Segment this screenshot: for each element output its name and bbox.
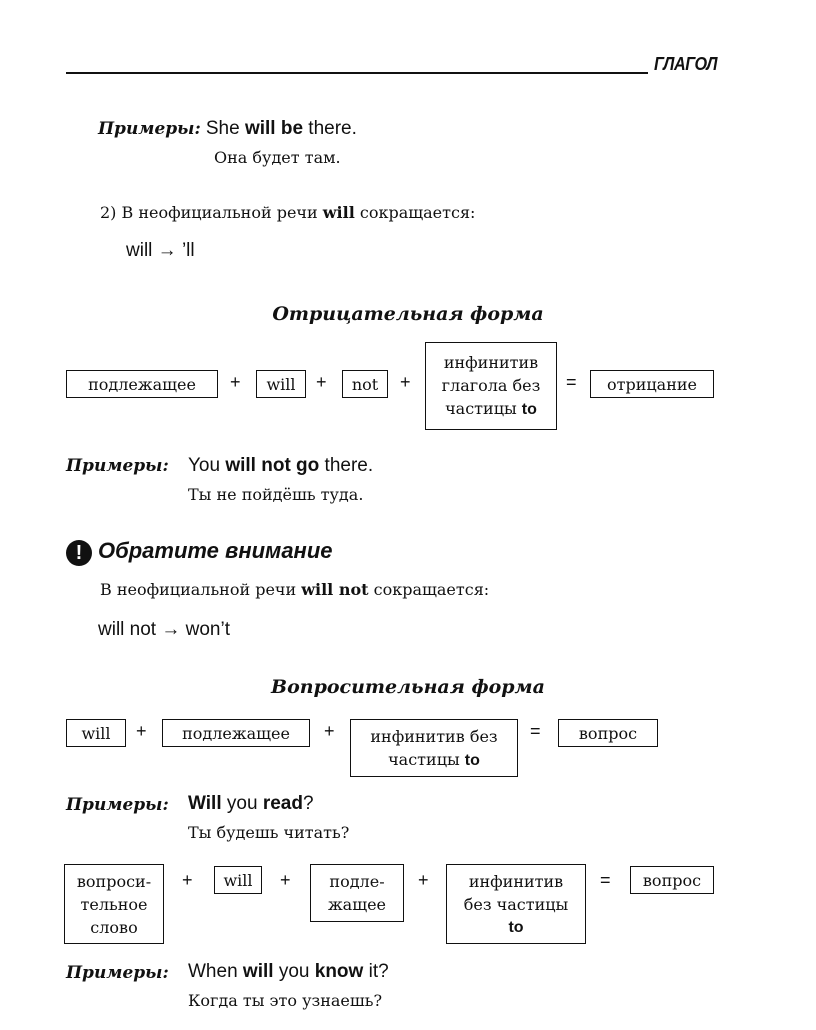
plus-sign: +	[230, 372, 241, 392]
box-subject: подлежащее	[66, 370, 218, 398]
question-heading: Вопросительная форма	[271, 676, 545, 698]
examples-label: Примеры:	[66, 795, 169, 815]
plus-sign: +	[182, 870, 193, 890]
box-subject: подлежащее	[162, 719, 310, 747]
question-example-1-ru: Ты будешь читать?	[188, 823, 350, 842]
negative-heading: Отрицательная форма	[272, 303, 544, 325]
negative-example-ru: Ты не пойдёшь туда.	[188, 485, 364, 504]
example-block-1	[98, 118, 357, 140]
plus-sign: +	[324, 721, 335, 741]
informal-contraction: will → ’ll	[126, 240, 195, 261]
question-example-2-en: When will you know it?	[188, 961, 389, 982]
example-ru: Она будет там.	[214, 148, 341, 167]
equals-sign: =	[566, 372, 577, 392]
box-subject: подле- жащее	[310, 864, 404, 922]
box-negation-result: отрицание	[590, 370, 714, 398]
box-question-result: вопрос	[558, 719, 658, 747]
question-example-1-en: Will you read?	[188, 793, 314, 814]
box-question-word: вопроси- тельное слово	[64, 864, 164, 944]
note-rule: В неофициальной речи will not сокращается:	[100, 580, 490, 599]
examples-label: Примеры:	[66, 963, 169, 983]
box-not: not	[342, 370, 388, 398]
exclamation-icon: !	[66, 540, 92, 566]
examples-label: Примеры:	[98, 119, 201, 139]
box-will: will	[66, 719, 126, 747]
plus-sign: +	[418, 870, 429, 890]
negative-example-en: You will not go there.	[188, 455, 374, 476]
example-en: She will be there.	[205, 118, 357, 139]
plus-sign: +	[280, 870, 291, 890]
question-example-2	[66, 963, 169, 983]
header-rule	[66, 72, 648, 74]
equals-sign: =	[600, 870, 611, 890]
box-will: will	[214, 866, 262, 894]
plus-sign: +	[316, 372, 327, 392]
box-will: will	[256, 370, 306, 398]
plus-sign: +	[400, 372, 411, 392]
box-infinitive: инфинитив без частицы to	[446, 864, 586, 944]
box-infinitive: инфинитив без частицы to	[350, 719, 518, 777]
box-infinitive: инфинитив глагола без частицы to	[425, 342, 557, 430]
note-contraction: will not → won’t	[98, 619, 230, 640]
informal-rule: 2) В неофициальной речи will сокращается:	[100, 203, 476, 222]
page-header-title: ГЛАГОЛ	[654, 54, 718, 74]
note-title: Обратите внимание	[98, 538, 333, 563]
question-example-2-ru: Когда ты это узнаешь?	[188, 991, 383, 1010]
box-question-result: вопрос	[630, 866, 714, 894]
equals-sign: =	[530, 721, 541, 741]
question-example-1	[66, 795, 169, 815]
examples-label: Примеры:	[66, 456, 169, 476]
negative-example	[66, 456, 169, 476]
plus-sign: +	[136, 721, 147, 741]
